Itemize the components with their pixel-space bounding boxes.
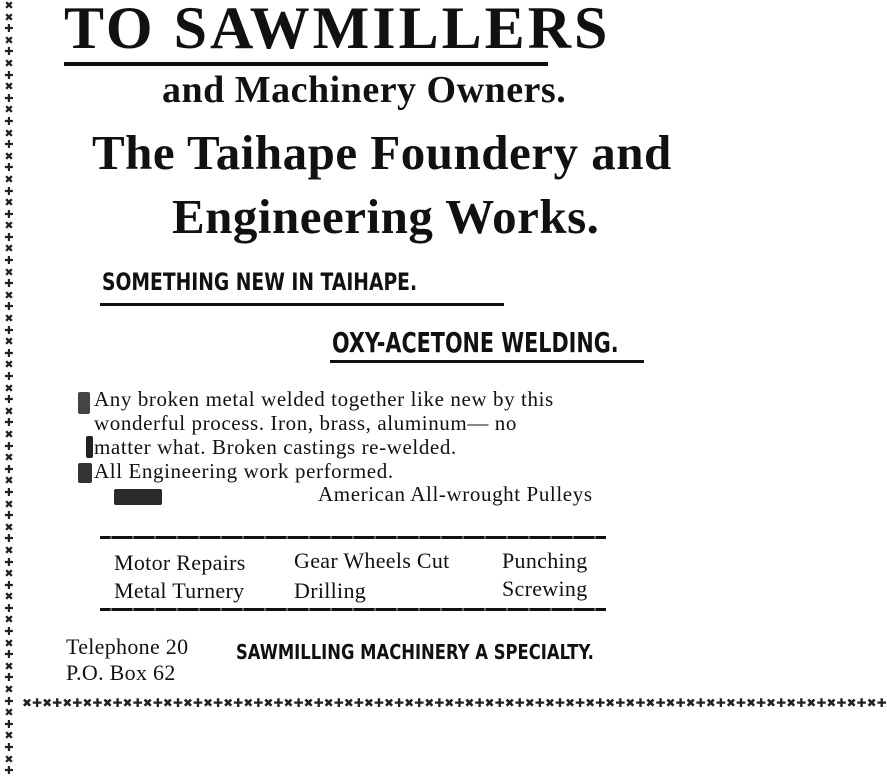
telephone-number: Telephone 20 <box>66 634 189 659</box>
ad-title: TO SAWMILLERS <box>64 0 611 61</box>
print-smudge <box>78 463 92 483</box>
description-line-5: American All-wrought Pulleys <box>318 482 593 506</box>
print-smudge <box>78 392 90 414</box>
service-screwing: Screwing <box>502 576 588 601</box>
service-punching: Punching <box>502 548 588 573</box>
service-metal-turnery: Metal Turnery <box>114 578 245 603</box>
company-name-line-1: The Taihape Foundery and <box>92 125 672 180</box>
description-line-2: wonderful process. Iron, brass, aluminum— no <box>94 411 517 435</box>
headline-underline <box>100 303 504 306</box>
title-underline <box>64 62 548 66</box>
company-name-line-2: Engineering Works. <box>172 189 600 244</box>
bottom-decorative-border: ✖✚✖✚✖✚✖✚✖✚✖✚✖✚✖✚✖✚✖✚✖✚✖✚✖✚✖✚✖✚✖✚✖✚✖✚✖✚✖✚✖✚✖✚✖✚✖✚✖✚✖✚✖✚✖✚✖✚✖✚✖✚✖✚✖✚✖✚✖✚✖✚✖✚✖✚✖✚✖✚✖✚✖✚✖✚ <box>22 696 887 710</box>
service-gear-wheels: Gear Wheels Cut <box>294 548 450 573</box>
description-line-1: Any broken metal welded together like new by this <box>94 387 554 411</box>
left-decorative-border: ✖ ✖ ✚ ✖ ✚ ✖ ✚ ✖ ✚ ✖ ✚ ✖ ✚ ✖ ✚ ✖ ✚ ✖ ✚ ✖ ✚ ✖ ✚ ✖ ✚ ✖ ✚ ✖ ✚ ✖ ✚ ✖ ✚ ✖ ✚ ✖ ✚ ✖ ✚ ✖ ✚ ✖ ✚ ✖ ✚ ✖ ✚ ✖ ✚ ✖ ✚ ✖ ✚ ✖ ✚ ✖ ✚ ✖ ✚ ✖ ✚ ✖ ✚ ✖ ✚ ✖ ✚ <box>4 0 14 777</box>
description-line-4: All Engineering work performed. <box>94 459 394 483</box>
specialty-line: SAWMILLING MACHINERY A SPECIALTY. <box>236 640 594 664</box>
print-smudge <box>114 489 162 505</box>
service-motor-repairs: Motor Repairs <box>114 550 246 575</box>
services-bottom-rule <box>100 608 606 611</box>
announcement-headline: SOMETHING NEW IN TAIHAPE. <box>102 268 418 296</box>
po-box: P.O. Box 62 <box>66 660 176 685</box>
service-headline: OXY-ACETONE WELDING. <box>332 326 619 359</box>
service-drilling: Drilling <box>294 578 367 603</box>
print-smudge <box>86 436 93 458</box>
ad-subtitle: and Machinery Owners. <box>162 69 567 111</box>
services-top-rule <box>100 536 606 539</box>
description-line-3: matter what. Broken castings re-welded. <box>94 435 457 459</box>
service-underline <box>330 360 644 363</box>
